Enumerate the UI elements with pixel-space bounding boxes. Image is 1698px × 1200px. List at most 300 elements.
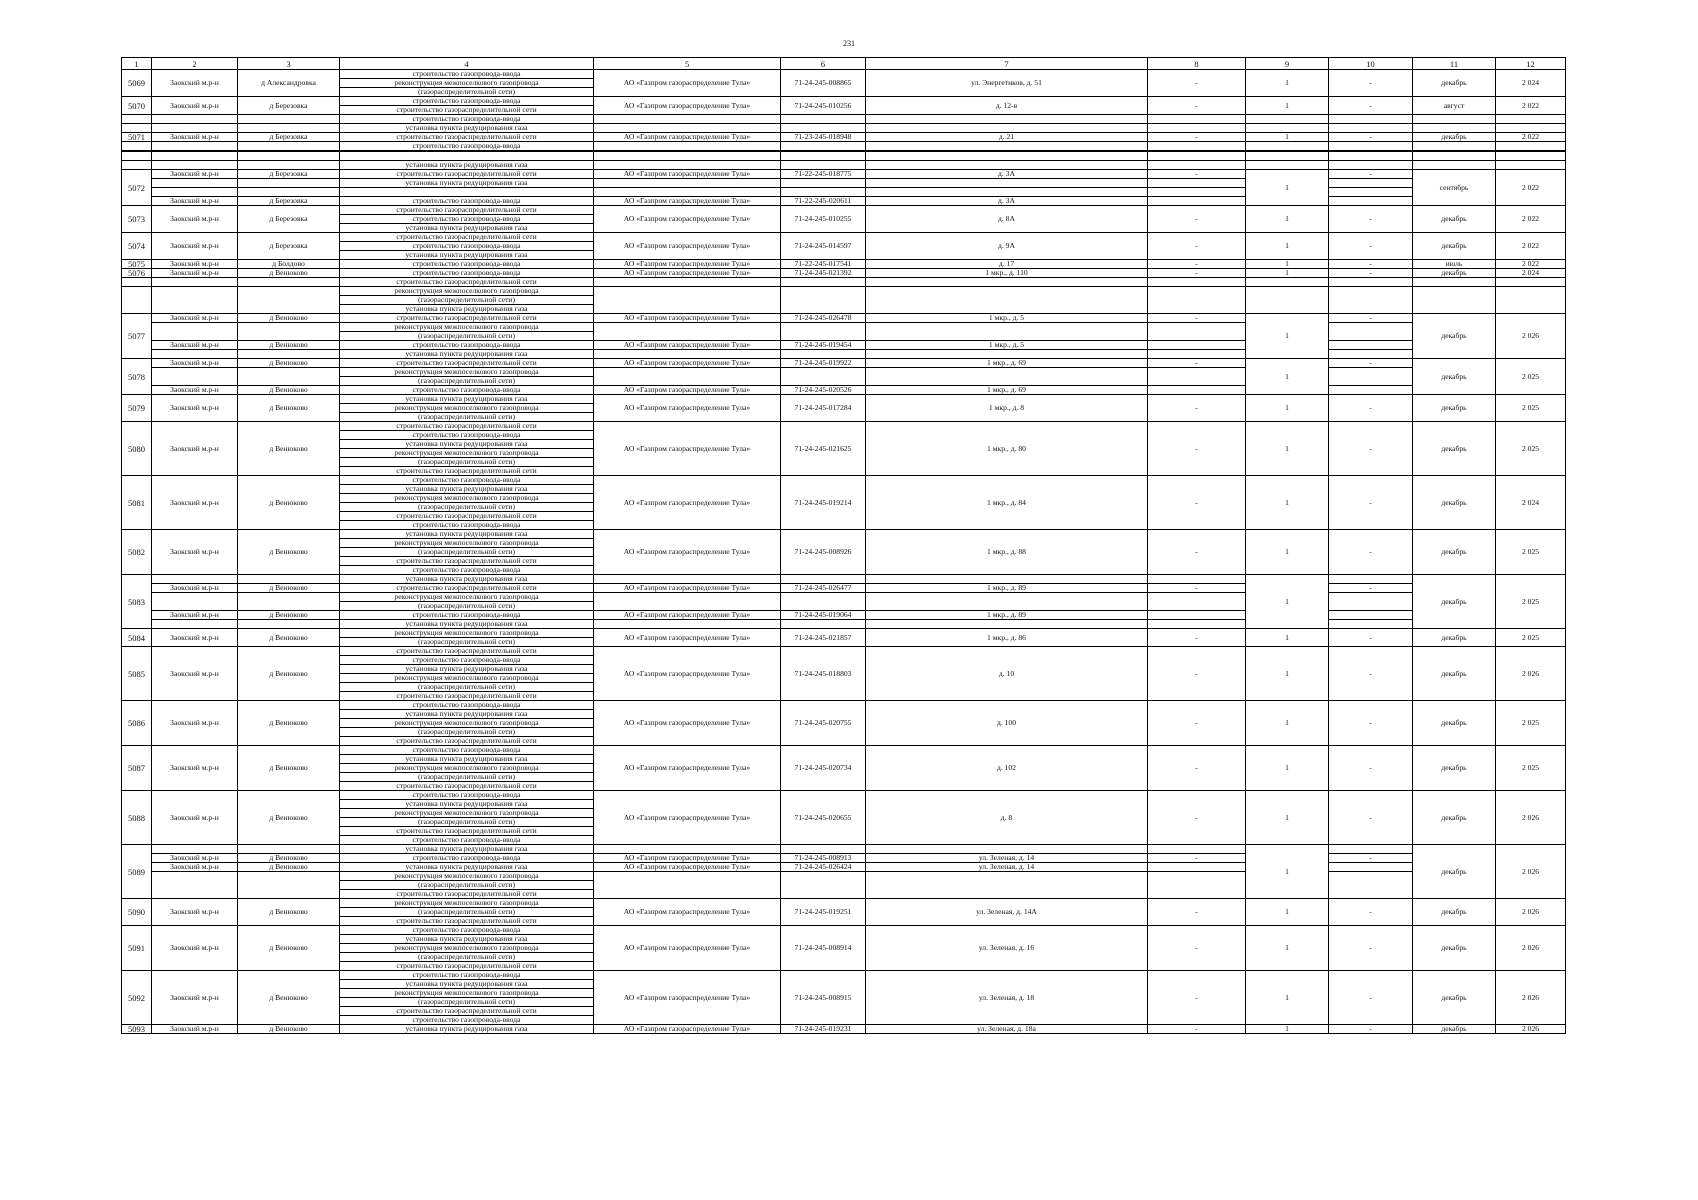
empty-cell [122, 124, 152, 133]
column-header: 3 [238, 58, 340, 70]
work-cell: установка пункта редуцирования газа [340, 485, 594, 494]
operator-cell: АО «Газпром газораспределение Тула» [594, 701, 781, 746]
col10-cell: - [1329, 314, 1413, 323]
table-row [122, 611, 1566, 620]
empty-cell [1496, 142, 1566, 152]
work-cell: реконструкция межпоселкового газопровода [340, 899, 594, 908]
village-cell: д Венюково [238, 386, 340, 395]
month-cell: декабрь [1413, 629, 1496, 647]
empty-cell [781, 124, 866, 133]
village-cell: д Березовка [238, 170, 340, 179]
code-cell: 71-24-245-020655 [781, 791, 866, 845]
work-cell: строительство газопровода-ввода [340, 854, 594, 863]
table-row [122, 323, 1566, 332]
empty-cell [1329, 323, 1413, 341]
empty-cell [340, 188, 594, 197]
work-cell: установка пункта редуцирования газа [340, 305, 594, 314]
work-cell: (газораспределительной сети) [340, 773, 594, 782]
col8-cell: - [1148, 629, 1246, 647]
table-row [122, 188, 1566, 197]
record-number: 5084 [122, 629, 152, 647]
record-number: 5077 [122, 314, 152, 359]
code-cell: 71-24-245-019251 [781, 899, 866, 926]
village-cell: д Венюково [238, 422, 340, 476]
empty-cell [781, 188, 866, 197]
table-row [122, 197, 1566, 206]
table-row [122, 170, 1566, 179]
empty-cell [781, 142, 866, 152]
table-row [122, 593, 1566, 602]
col9-cell: 1 [1246, 233, 1329, 260]
village-cell: д Венюково [238, 611, 340, 620]
empty-cell [152, 350, 238, 359]
col8-cell: - [1148, 260, 1246, 269]
col10-cell: - [1329, 170, 1413, 179]
empty-cell [238, 161, 340, 170]
col10-cell: - [1329, 422, 1413, 476]
table-row [122, 926, 1566, 935]
operator-cell: АО «Газпром газораспределение Тула» [594, 611, 781, 620]
empty-cell [781, 368, 866, 386]
col9-cell: 1 [1246, 269, 1329, 278]
empty-cell [122, 278, 152, 287]
empty-cell [238, 142, 340, 152]
work-cell: строительство газораспределительной сети [340, 1007, 594, 1016]
work-cell: строительство газораспределительной сети [340, 782, 594, 791]
empty-cell [152, 278, 238, 287]
col8-cell: - [1148, 422, 1246, 476]
work-cell: реконструкция межпоселкового газопровода [340, 368, 594, 377]
record-number: 5069 [122, 70, 152, 97]
empty-cell [1329, 593, 1413, 611]
year-cell: 2 025 [1496, 422, 1566, 476]
empty-cell [238, 151, 340, 161]
record-number: 5074 [122, 233, 152, 260]
col9-cell: 1 [1246, 530, 1329, 575]
month-cell: август [1413, 97, 1496, 115]
address-cell: 1 мкр., д. 84 [866, 476, 1148, 530]
column-header: 1 [122, 58, 152, 70]
district-cell: Заокский м.р-н [152, 341, 238, 350]
empty-cell [781, 323, 866, 341]
column-header: 8 [1148, 58, 1246, 70]
empty-cell [1148, 287, 1246, 314]
code-cell: 71-24-245-008914 [781, 926, 866, 971]
empty-cell [781, 161, 866, 170]
code-cell: 71-24-245-008926 [781, 530, 866, 575]
empty-cell [1246, 124, 1329, 133]
work-cell: реконструкция межпоселкового газопровода [340, 323, 594, 332]
work-cell: строительство газораспределительной сети [340, 233, 594, 242]
empty-cell [594, 287, 781, 314]
month-cell: декабрь [1413, 422, 1496, 476]
operator-cell: АО «Газпром газораспределение Тула» [594, 133, 781, 142]
code-cell: 71-24-245-020734 [781, 746, 866, 791]
work-cell: установка пункта редуцирования газа [340, 124, 594, 133]
empty-cell [152, 179, 238, 188]
empty-cell [1413, 124, 1496, 133]
empty-cell [866, 188, 1148, 197]
village-cell: д Венюково [238, 629, 340, 647]
month-cell: декабрь [1413, 899, 1496, 926]
empty-cell [1329, 179, 1413, 188]
month-cell: декабрь [1413, 845, 1496, 899]
empty-cell [1329, 872, 1413, 899]
col10-cell: - [1329, 899, 1413, 926]
empty-cell [781, 287, 866, 314]
table-row [122, 386, 1566, 395]
empty-cell [238, 278, 340, 287]
code-cell: 71-24-245-019454 [781, 341, 866, 350]
work-cell: (газораспределительной сети) [340, 683, 594, 692]
empty-cell [1148, 124, 1246, 133]
empty-cell [1148, 872, 1246, 899]
operator-cell: АО «Газпром газораспределение Тула» [594, 854, 781, 863]
empty-cell [1413, 287, 1496, 314]
address-cell: ул. Зеленая, д. 14А [866, 899, 1148, 926]
table-row [122, 97, 1566, 106]
empty-cell [1148, 575, 1246, 584]
col8-cell: - [1148, 395, 1246, 422]
work-cell: (газораспределительной сети) [340, 602, 594, 611]
month-cell: декабрь [1413, 575, 1496, 629]
village-cell: д Болдово [238, 260, 340, 269]
work-cell: (газораспределительной сети) [340, 332, 594, 341]
empty-cell [1329, 368, 1413, 386]
empty-cell [122, 151, 152, 161]
empty-cell [152, 124, 238, 133]
empty-cell [866, 872, 1148, 899]
empty-cell [1329, 278, 1413, 287]
village-cell: д Венюково [238, 647, 340, 701]
district-cell: Заокский м.р-н [152, 647, 238, 701]
empty-cell [594, 278, 781, 287]
month-cell: декабрь [1413, 359, 1496, 395]
district-cell: Заокский м.р-н [152, 206, 238, 233]
work-cell: строительство газопровода-ввода [340, 242, 594, 251]
year-cell: 2 022 [1496, 170, 1566, 206]
month-cell: декабрь [1413, 971, 1496, 1025]
empty-cell [866, 593, 1148, 611]
code-cell: 71-24-245-021857 [781, 629, 866, 647]
col8-cell: - [1148, 1025, 1246, 1034]
operator-cell: АО «Газпром газораспределение Тула» [594, 422, 781, 476]
empty-cell [1148, 593, 1246, 611]
year-cell: 2 024 [1496, 476, 1566, 530]
work-cell: строительство газораспределительной сети [340, 827, 594, 836]
table-row [122, 287, 1566, 296]
work-cell: (газораспределительной сети) [340, 638, 594, 647]
empty-cell [1329, 350, 1413, 359]
col10-cell: - [1329, 530, 1413, 575]
empty-cell [1329, 287, 1413, 314]
record-number: 5073 [122, 206, 152, 233]
address-cell: д. 3А [866, 197, 1148, 206]
table-row [122, 530, 1566, 539]
col10-cell: - [1329, 701, 1413, 746]
table-row [122, 872, 1566, 881]
work-cell: реконструкция межпоселкового газопровода [340, 809, 594, 818]
address-cell: ул. Зеленая, д. 16 [866, 926, 1148, 971]
empty-cell [122, 161, 152, 170]
col10-cell: - [1329, 359, 1413, 368]
empty-cell [122, 142, 152, 152]
year-cell: 2 024 [1496, 269, 1566, 278]
work-cell: установка пункта редуцирования газа [340, 800, 594, 809]
empty-cell [1329, 161, 1413, 170]
district-cell: Заокский м.р-н [152, 233, 238, 260]
empty-cell [594, 845, 781, 854]
village-cell: д Венюково [238, 791, 340, 845]
record-number: 5086 [122, 701, 152, 746]
column-header: 7 [866, 58, 1148, 70]
month-cell: декабрь [1413, 926, 1496, 971]
col9-cell: 1 [1246, 476, 1329, 530]
table-row [122, 647, 1566, 656]
record-number: 5091 [122, 926, 152, 971]
code-cell: 71-24-245-017284 [781, 395, 866, 422]
code-cell: 71-24-245-026478 [781, 314, 866, 323]
empty-cell [1413, 161, 1496, 170]
col8-cell: - [1148, 70, 1246, 97]
col9-cell: 1 [1246, 97, 1329, 115]
district-cell: Заокский м.р-н [152, 422, 238, 476]
col9-cell: 1 [1246, 845, 1329, 899]
empty-cell [1148, 197, 1246, 206]
table-row [122, 206, 1566, 215]
code-cell: 71-22-245-018775 [781, 170, 866, 179]
work-cell: строительство газопровода-ввода [340, 115, 594, 124]
empty-cell [152, 620, 238, 629]
table-row [122, 151, 1566, 161]
code-cell: 71-24-245-010255 [781, 206, 866, 233]
work-cell: установка пункта редуцирования газа [340, 665, 594, 674]
district-cell: Заокский м.р-н [152, 584, 238, 593]
empty-cell [238, 845, 340, 854]
empty-cell [594, 142, 781, 152]
work-cell: строительство газораспределительной сети [340, 890, 594, 899]
address-cell: ул. Зеленая, д. 14 [866, 863, 1148, 872]
col8-cell: - [1148, 530, 1246, 575]
operator-cell: АО «Газпром газораспределение Тула» [594, 260, 781, 269]
empty-cell [866, 845, 1148, 854]
code-cell: 71-24-245-010256 [781, 97, 866, 115]
work-cell: (газораспределительной сети) [340, 413, 594, 422]
work-cell: строительство газопровода-ввода [340, 197, 594, 206]
work-cell: строительство газораспределительной сети [340, 512, 594, 521]
district-cell: Заокский м.р-н [152, 170, 238, 179]
work-cell: строительство газопровода-ввода [340, 521, 594, 530]
work-cell: строительство газопровода-ввода [340, 656, 594, 665]
work-cell: строительство газораспределительной сети [340, 647, 594, 656]
empty-cell [866, 287, 1148, 314]
address-cell: д. 17 [866, 260, 1148, 269]
empty-cell [152, 287, 238, 314]
col10-cell: - [1329, 746, 1413, 791]
village-cell: д Венюково [238, 341, 340, 350]
col10-cell: - [1329, 476, 1413, 530]
address-cell: д. 100 [866, 701, 1148, 746]
col9-cell: 1 [1246, 422, 1329, 476]
district-cell: Заокский м.р-н [152, 854, 238, 863]
empty-cell [1413, 142, 1496, 152]
work-cell: строительство газораспределительной сети [340, 359, 594, 368]
table-row [122, 314, 1566, 323]
empty-cell [122, 115, 152, 124]
operator-cell: АО «Газпром газораспределение Тула» [594, 530, 781, 575]
district-cell: Заокский м.р-н [152, 70, 238, 97]
empty-cell [238, 188, 340, 197]
col8-cell: - [1148, 476, 1246, 530]
page-number: 231 [843, 39, 855, 48]
work-cell: (газораспределительной сети) [340, 881, 594, 890]
work-cell: строительство газопровода-ввода [340, 926, 594, 935]
col10-cell: - [1329, 647, 1413, 701]
table-row [122, 575, 1566, 584]
work-cell: строительство газопровода-ввода [340, 746, 594, 755]
empty-cell [152, 142, 238, 152]
empty-cell [1148, 368, 1246, 386]
address-cell: ул. Зеленая, д. 18а [866, 1025, 1148, 1034]
year-cell: 2 025 [1496, 746, 1566, 791]
year-cell: 2 025 [1496, 359, 1566, 395]
work-cell: установка пункта редуцирования газа [340, 575, 594, 584]
operator-cell: АО «Газпром газораспределение Тула» [594, 314, 781, 323]
village-cell: д Венюково [238, 395, 340, 422]
column-header: 4 [340, 58, 594, 70]
empty-cell [1246, 287, 1329, 314]
month-cell: декабрь [1413, 133, 1496, 142]
empty-cell [781, 179, 866, 188]
district-cell: Заокский м.р-н [152, 476, 238, 530]
district-cell: Заокский м.р-н [152, 791, 238, 845]
work-cell: строительство газораспределительной сети [340, 278, 594, 287]
work-cell: реконструкция межпоселкового газопровода [340, 494, 594, 503]
work-cell: строительство газораспределительной сети [340, 206, 594, 215]
table-row [122, 269, 1566, 278]
empty-cell [866, 142, 1148, 152]
operator-cell: АО «Газпром газораспределение Тула» [594, 233, 781, 260]
address-cell: 1 мкр., д. 5 [866, 314, 1148, 323]
col9-cell: 1 [1246, 926, 1329, 971]
column-header: 11 [1413, 58, 1496, 70]
col8-cell: - [1148, 269, 1246, 278]
empty-cell [1246, 278, 1329, 287]
address-cell: д. 10 [866, 647, 1148, 701]
empty-cell [1148, 142, 1246, 152]
operator-cell: АО «Газпром газораспределение Тула» [594, 629, 781, 647]
operator-cell: АО «Газпром газораспределение Тула» [594, 476, 781, 530]
empty-cell [1413, 278, 1496, 287]
col10-cell: - [1329, 97, 1413, 115]
col10-cell: - [1329, 791, 1413, 845]
record-number: 5075 [122, 260, 152, 269]
work-cell: установка пункта редуцирования газа [340, 350, 594, 359]
empty-cell [238, 575, 340, 584]
empty-cell [238, 115, 340, 124]
empty-cell [866, 368, 1148, 386]
month-cell: декабрь [1413, 530, 1496, 575]
work-cell: установка пункта редуцирования газа [340, 224, 594, 233]
address-cell: д. 8 [866, 791, 1148, 845]
empty-cell [594, 323, 781, 341]
work-cell: реконструкция межпоселкового газопровода [340, 872, 594, 881]
work-cell: строительство газораспределительной сети [340, 106, 594, 115]
operator-cell: АО «Газпром газораспределение Тула» [594, 1025, 781, 1034]
empty-cell [1329, 151, 1413, 161]
col8-cell: - [1148, 133, 1246, 142]
record-number: 5081 [122, 476, 152, 530]
operator-cell: АО «Газпром газораспределение Тула» [594, 863, 781, 872]
village-cell: д Венюково [238, 584, 340, 593]
work-cell: (газораспределительной сети) [340, 458, 594, 467]
address-cell: ул. Энергетиков, д. 51 [866, 70, 1148, 97]
empty-cell [1329, 115, 1413, 124]
empty-cell [1246, 142, 1329, 152]
month-cell: декабрь [1413, 647, 1496, 701]
address-cell: 1 мкр., д. 69 [866, 386, 1148, 395]
village-cell: д Венюково [238, 269, 340, 278]
empty-cell [866, 179, 1148, 188]
empty-cell [152, 575, 238, 584]
work-cell: строительство газораспределительной сети [340, 314, 594, 323]
operator-cell: АО «Газпром газораспределение Тула» [594, 746, 781, 791]
work-cell: строительство газопровода-ввода [340, 476, 594, 485]
year-cell: 2 025 [1496, 701, 1566, 746]
empty-cell [1329, 142, 1413, 152]
village-cell: д Венюково [238, 359, 340, 368]
empty-cell [238, 124, 340, 133]
empty-cell [1148, 845, 1246, 854]
table-row [122, 142, 1566, 152]
operator-cell: АО «Газпром газораспределение Тула» [594, 386, 781, 395]
empty-cell [781, 872, 866, 899]
address-cell: д. 8А [866, 206, 1148, 233]
district-cell: Заокский м.р-н [152, 386, 238, 395]
work-cell: строительство газораспределительной сети [340, 170, 594, 179]
address-cell: ул. Зеленая, д. 14 [866, 854, 1148, 863]
work-cell: установка пункта редуцирования газа [340, 395, 594, 404]
village-cell: д Венюково [238, 476, 340, 530]
operator-cell: АО «Газпром газораспределение Тула» [594, 395, 781, 422]
empty-cell [594, 593, 781, 611]
col9-cell: 1 [1246, 260, 1329, 269]
district-cell: Заокский м.р-н [152, 926, 238, 971]
work-cell: установка пункта редуцирования газа [340, 620, 594, 629]
record-number: 5072 [122, 170, 152, 206]
code-cell: 71-24-245-018803 [781, 647, 866, 701]
table-row [122, 133, 1566, 142]
operator-cell: АО «Газпром газораспределение Тула» [594, 584, 781, 593]
year-cell: 2 026 [1496, 971, 1566, 1025]
col9-cell: 1 [1246, 1025, 1329, 1034]
col10-cell: - [1329, 133, 1413, 142]
village-cell: д Венюково [238, 926, 340, 971]
col8-cell: - [1148, 971, 1246, 1025]
col10-cell: - [1329, 206, 1413, 233]
col8-cell: - [1148, 854, 1246, 863]
empty-cell [866, 278, 1148, 287]
village-cell: д Венюково [238, 314, 340, 323]
empty-cell [594, 179, 781, 188]
year-cell: 2 026 [1496, 1025, 1566, 1034]
col10-cell: - [1329, 233, 1413, 260]
district-cell: Заокский м.р-н [152, 899, 238, 926]
empty-cell [594, 161, 781, 170]
district-cell: Заокский м.р-н [152, 269, 238, 278]
year-cell: 2 024 [1496, 70, 1566, 97]
operator-cell: АО «Газпром газораспределение Тула» [594, 647, 781, 701]
